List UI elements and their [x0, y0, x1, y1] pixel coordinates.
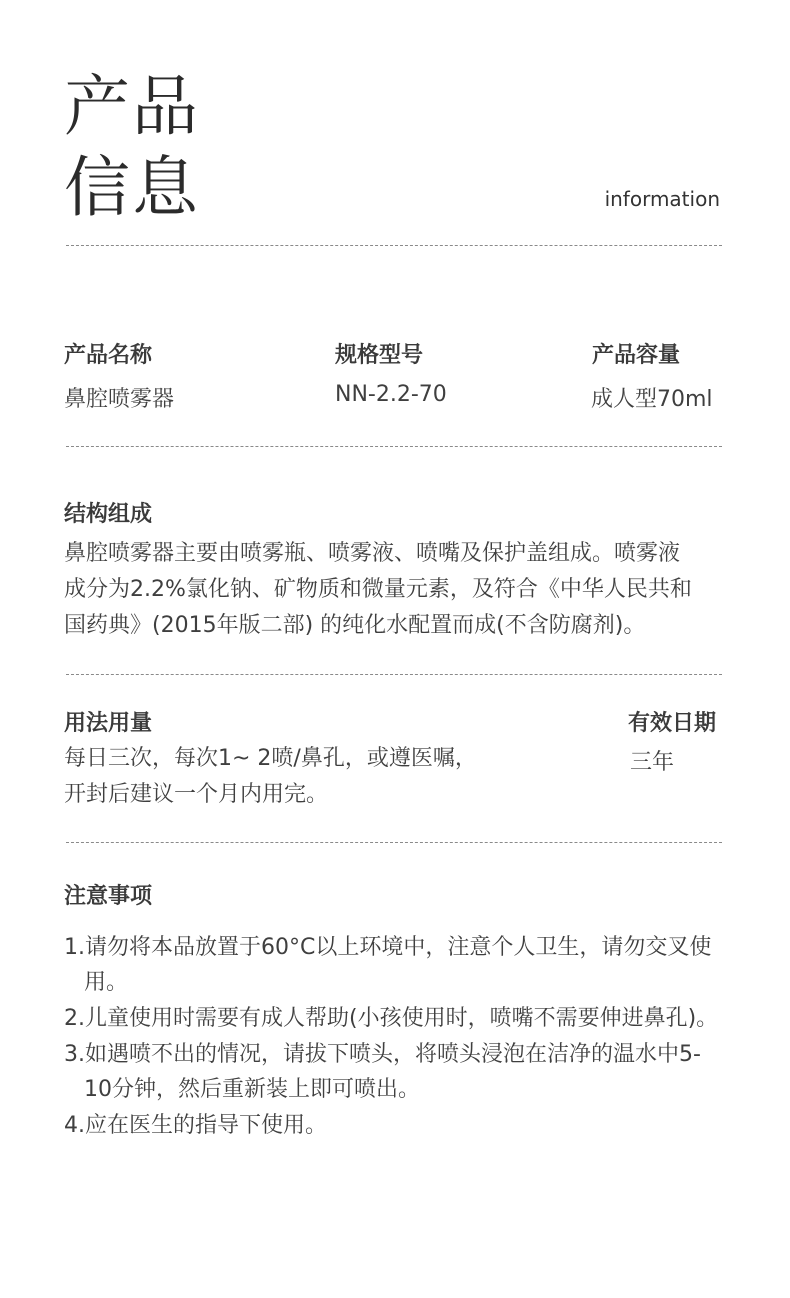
- usage-label: 用法用量: [64, 711, 153, 736]
- expiry-value: 三年: [630, 750, 675, 775]
- divider: [66, 842, 722, 843]
- divider: [66, 446, 722, 447]
- capacity-value: 成人型70ml: [591, 387, 713, 412]
- note-item: 4.应在医生的指导下使用。: [64, 1113, 327, 1138]
- model-value: NN-2.2-70: [335, 382, 447, 407]
- page-title-line-1: 产品: [64, 68, 200, 145]
- page-title-line-2: 信息: [64, 149, 200, 226]
- page-subtitle: information: [604, 187, 720, 211]
- composition-line: 鼻腔喷雾器主要由喷雾瓶、喷雾液、喷嘴及保护盖组成。喷雾液: [64, 541, 681, 566]
- usage-text: [64, 741, 584, 813]
- composition-line: 国药典》(2015年版二部) 的纯化水配置而成(不含防腐剂)。: [64, 613, 646, 638]
- notes-list: [64, 930, 724, 1144]
- note-item: 1.请勿将本品放置于60°C以上环境中，注意个人卫生，请勿交叉使用。: [64, 935, 712, 995]
- model-label: 规格型号: [335, 343, 424, 368]
- product-name-label: 产品名称: [64, 343, 153, 368]
- composition-text: [64, 536, 734, 644]
- usage-line: 开封后建议一个月内用完。: [64, 782, 329, 807]
- capacity-label: 产品容量: [592, 343, 681, 368]
- note-item: 2.儿童使用时需要有成人帮助(小孩使用时，喷嘴不需要伸进鼻孔)。: [64, 1006, 719, 1031]
- note-item: 3.如遇喷不出的情况，请拔下喷头，将喷头浸泡在洁净的温水中5-10分钟，然后重新装上即可喷出。: [64, 1042, 701, 1102]
- divider: [66, 674, 722, 675]
- divider: [66, 245, 722, 246]
- product-name-value: 鼻腔喷雾器: [64, 387, 175, 412]
- notes-label: 注意事项: [64, 884, 153, 909]
- composition-line: 成分为2.2%氯化钠、矿物质和微量元素，及符合《中华人民共和: [64, 577, 692, 602]
- expiry-label: 有效日期: [628, 711, 717, 736]
- composition-label: 结构组成: [64, 502, 153, 527]
- usage-line: 每日三次，每次1~ 2喷/鼻孔，或遵医嘱，: [64, 746, 477, 771]
